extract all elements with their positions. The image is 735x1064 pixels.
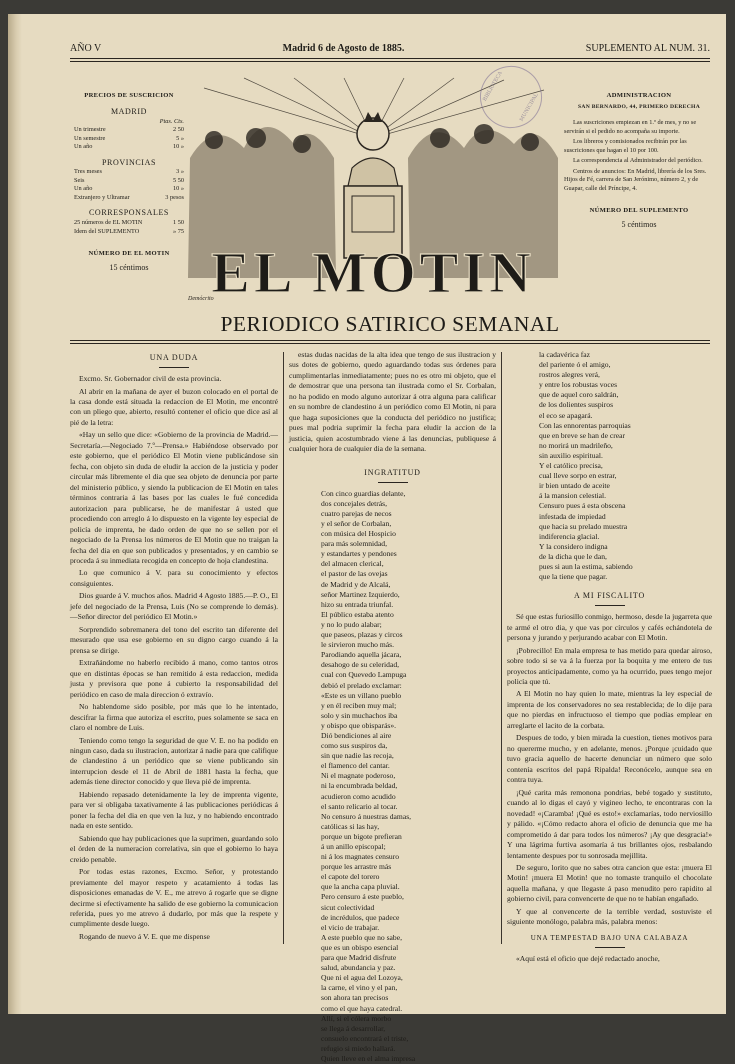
article-title-fiscalito: A MI FISCALITO (507, 590, 712, 606)
price-row (74, 143, 184, 152)
poem-line: ir bien untado de aceite (539, 481, 610, 491)
poem-line: á la mansion celestial. (539, 491, 607, 501)
poem-body-continued (507, 350, 712, 582)
paragraph: estas dudas nacidas de la alta idea que tengo de sus ilustracion y sus dotes de gobierno, quedo aguardando todas sus órdenes para cumplimentarlas inmediatamente; pues no es otro mi objeto, que el de demostrar que una persona tan ilustrada como el Sr. Corbalan, no ha podido en modo alguno autorizar á otra alguna para calificar en su nombre de clandestino á un periódico como El Motin, ni para que haga suposiciones que la conducta del periódico no justifica; pues mal podria suprimir la fecha para eludir la accion de la justicia, quien acostumbrado viene á las denuncias, publiquese á cualquier hora de cualquier dia de la semana. (289, 350, 496, 454)
paragraph: Sabiendo que hay publicaciones que la suprimen, guardando solo el órden de la numeracion correlativa, sin que el gobierno lo haya creido penable. (70, 833, 278, 864)
poem-body (289, 489, 496, 1064)
price-label: Seis (74, 176, 85, 184)
supplement-number-price: 5 céntimos (621, 220, 657, 230)
price-value: » 75 (172, 227, 184, 235)
column-separator-2 (501, 352, 502, 944)
poem-line: se llega á desarrollar, (321, 1023, 386, 1033)
corresponsales-heading: CORRESPONSALES (89, 208, 169, 218)
stamp-bottom-text: MUNICIPAL (518, 92, 540, 123)
poem-line: como sus suspiros da, (321, 741, 388, 751)
header-rule-bottom (70, 61, 710, 62)
paragraph: Y que al convencerte de la terrible verdad, sostuviste el siguiente monólogo, palabra más, palabra menos: (507, 906, 712, 927)
poem-line: ni á los magnates censuro (321, 852, 400, 862)
price-value: 3 » (176, 168, 184, 176)
poem-line: sin que nadie las recoja, (321, 751, 394, 761)
poem-line: son ahora tan precisos (321, 993, 389, 1003)
poem-line: el flamenco del cantar. (321, 761, 390, 771)
price-value: 3 pesos (165, 193, 184, 201)
poem-line: que en breve se han de crear (539, 430, 626, 440)
price-value: 2 50 (172, 126, 184, 134)
poem-line: que hacia su prelado muestra (539, 521, 628, 531)
column-2 (289, 350, 496, 1063)
poem-line: hizo su entrada triunfal. (321, 599, 394, 609)
poem-line: porque les arrastre más (321, 862, 392, 872)
poem-line: católicas si las hay, (321, 821, 380, 831)
poem-line: Allí, si el cólera morbo (321, 1013, 392, 1023)
madrid-heading: MADRID (110, 106, 148, 116)
poem-line: A este pueblo que no sabe, (321, 932, 402, 942)
supplement-number-label: NÚMERO DEL SUPLEMENTO (589, 207, 689, 215)
poem-line: cual con Quevedo Lampuga (321, 670, 407, 680)
paragraph: Al abrir en la mañana de ayer el buzon colocado en el portal de la casa donde está situada la redaccion de El Motin, me encontré con un pliego que, abierto, resultó contener el oficio que dice así al pié de la letra: (70, 386, 278, 427)
poem-line: acudieron como acudido (321, 791, 396, 801)
paragraph: Teniendo como tengo la seguridad de que V. E. no ha podido en ningun caso, dada su ilustracion, autorizar á nadie para que califique de clandestino á un periódico que se viene publicando sin interrupcion desde el 11 de Abril de 1881 hasta la fecha, que además tiene director conocido y que lleva pié de imprenta. (70, 735, 278, 787)
paragraph: Lo que comunico á V. para su conocimiento y efectos consiguientes. (70, 568, 278, 588)
poem-line: y no lo pudo alabar; (321, 619, 382, 629)
price-label: Un trimestre (74, 126, 106, 134)
article-title-una-duda: UNA DUDA (70, 352, 278, 368)
poem-line: rostros alegres verá, (539, 370, 600, 380)
price-label: Un año (74, 185, 93, 193)
column-3 (507, 350, 712, 964)
poem-line: «Este es un villano pueblo (321, 690, 402, 700)
poem-line: y en él reciben muy mal; (321, 700, 397, 710)
poem-line: cual lleve sorpo en estrar, (539, 471, 617, 481)
paragraph: No hablendome sido posible, por más que lo he intentado, descifrar la firma que autoriza el escrito, pues solamente se saca en claro el nombre de Luis. (70, 702, 278, 733)
paragraph: De seguro, lorito que no sabes otra cancion que esta: ¡muera El Motin! ¡muera El Motin! que no tomaste tranquilo el chocolate aquella mañana, y que llegaste á paso menudito pero rapidito al gobierno civil, para convencerte de que no te habían engañado. (507, 862, 712, 904)
header-rule-top (70, 58, 710, 59)
poem-line: el vicio de trabajar. (321, 922, 380, 932)
paragraph: A El Motin no hay quien lo mate, mientras la ley especial de imprenta de los conservadores no sea restablecida; de lo dije para que no pierdas en infructuoso el tiempo que podías emplear en arreglarte el lacito de la corbata. (507, 689, 712, 730)
poem-title: INGRATITUD (289, 467, 496, 483)
poem-line: y estandartes y pendones (321, 549, 397, 559)
poem-line: ni la encumbrada beldad, (321, 781, 398, 791)
poem-line: No censuro á nuestras damas, (321, 811, 412, 821)
price-value: 5 50 (172, 176, 184, 184)
paragraph: ¡Qué carita más remonona pondrias, bebé togado y sustituto, cuando al lo digas el cayó y vigineo lecho, te encontraras con la novedad! «¡Caramba! ¡Qué es esto!» exclamarías, todo nerviosillo y pálido. «¡Cómo redacto ahora el oficio de denuncia que me ha comprometido á dar para todos los números? ¡Ay que desgracia!» Y una lágrima furtiva asomaría á tus brillantes ojos, resbalando lentamente despues por tu sonrosada mejillita. (507, 787, 712, 860)
top-header (70, 43, 710, 54)
poem-line: infestada de impiedad (539, 511, 606, 521)
price-row (74, 177, 184, 186)
stamp-top-text: BIBLIOTECA (481, 70, 504, 103)
poem-line: dos concejales detrás, (321, 498, 387, 508)
price-value: 5 » (176, 134, 184, 142)
poem-line: pues si aun la estima, sabiendo (539, 561, 633, 571)
poem-line: para que Madrid disfrute (321, 953, 397, 963)
price-value: 1 50 (172, 219, 184, 227)
poem-line: le sirvieron mucho más. (321, 640, 394, 650)
poem-line: Con cinco guardias delante, (321, 488, 406, 498)
subheading-tempestad: UNA TEMPESTAD BAJO UNA CALABAZA (507, 934, 712, 949)
administration-address: SAN BERNARDO, 44, PRIMERO DERECHA (577, 103, 701, 110)
poem-line: Censuro pues á esta obscena (539, 501, 626, 511)
column-separator-1 (283, 352, 284, 944)
poem-line: Pero censuro á este pueblo, (321, 892, 404, 902)
poem-line: y entre los robustas voces (539, 380, 618, 390)
supplement-label: SUPLEMENTO AL NUM. 31. (585, 43, 710, 54)
poem-line: de incrédulos, que padece (321, 912, 400, 922)
administration-title: ADMINISTRACION (606, 92, 672, 99)
paragraph: Excmo. Sr. Gobernador civil de esta provincia. (79, 374, 222, 384)
poem-line: del almacen clerical, (321, 559, 384, 569)
price-row (74, 185, 184, 194)
administration-note: Las suscriciones empiezan en 1.º de mes, y no se servirán si el pedido no acompaña su importe. (564, 119, 697, 135)
paragraph: Habiendo repasado detenidamente la ley de imprenta vigente, para ver si obligaba taxativamente á las publicaciones periódicas á poner la fecha del dia en que ven la luz, y no habiendo encontrado nada en este sentido. (70, 789, 278, 831)
poem-line: porque un bigote prefieran (321, 831, 402, 841)
price-label: Idem del SUPLEMENTO (74, 227, 140, 235)
price-row (74, 135, 184, 144)
poem-line: Y el católico precisa, (539, 461, 603, 471)
subscription-box (74, 92, 184, 274)
bust-head (357, 118, 389, 150)
numero-price: 15 céntimos (109, 263, 149, 273)
poem-line: sin auxilio espiritual. (539, 450, 603, 460)
subscription-title: PRECIOS DE SUSCRICION (84, 92, 174, 99)
provincias-heading: PROVINCIAS (101, 157, 156, 167)
poem-line: Dió bendiciones al aire (321, 730, 392, 740)
artist-signature: Demócrito (188, 296, 214, 302)
paragraph: «Hay un sello que dice: «Gobierno de la provincia de Madrid.—Secretaría.—Negociado 7.º—Prensa.» Habiéndose observado por este gobierno, que el periódico El Motin viene publicándose sin fecha, con objeto sin duda de eludir la accion de la justicia y poder circular más libremente el dia que sea objeto de denuncia por parte del ministerio público, y siendo la publicacion de El Motin en tales términos contraria á las bases por las cuales le fué concedida autorizacion para publicarse, he de manifestar á usted que procediendo con arreglo á lo dispuesto en la vigente ley especial de policía de imprenta, he dado orden de que no se sellen por el negociado de la Prensa los números de El Motin que no traigan la fecha del dia en que son publicados y presentados, y en cambio se proceda á su inmediata recogida en concepto de hoja clandestina. (70, 430, 278, 565)
column-1 (70, 350, 278, 946)
poem-line: sicut colectividad (321, 902, 375, 912)
poem-line: como el que haya catedral. (321, 1003, 403, 1013)
poem-line: salud, abundancia y paz. (321, 963, 396, 973)
poem-line: á un anillo episcopal; (321, 842, 386, 851)
administration-note: Los libreros y comisionados recibirán por las suscriciones que hagan el 10 por 100. (564, 138, 687, 154)
date-label: Madrid 6 de Agosto de 1885. (282, 43, 405, 54)
poem-line: no morirá un madrileño, (539, 440, 613, 450)
article-una-duda-body (70, 374, 278, 942)
price-row (74, 194, 184, 203)
poem-line: y el señor de Corbalan, (321, 519, 392, 528)
administration-note: La correspondencia al Administrador del periódico. (573, 157, 703, 165)
poem-line: de la dicha que le dan, (539, 551, 607, 561)
newspaper-page (8, 14, 726, 1063)
provincias-price-list (74, 168, 184, 202)
subtitle-rule-bottom (70, 343, 710, 344)
paragraph: Despues de todo, y bien mirada la cuestion, tienes motivos para no quererme mucho, y en adelante, menos. ¡Porque ¡cuidado que tuvo gracia aquello de hacerte denunciar un número que solo contenía escritos del papá Ripalda! Reconócelo, aunque sea en contra tuya. (507, 733, 712, 785)
administration-notes (564, 119, 714, 193)
masthead-subtitle: PERIODICO SATIRICO SEMANAL (220, 312, 560, 336)
poem-line: que la ancha capa pluvial. (321, 882, 400, 892)
closing-line: «Aquí está el oficio que dejé redactado anoche, (516, 954, 660, 964)
price-value: 10 » (172, 143, 184, 151)
price-row (74, 168, 184, 177)
poem-line: que la tiene que pagar. (539, 572, 608, 582)
price-value: 10 » (172, 185, 184, 193)
poem-line: para más solemnidad, (321, 539, 388, 549)
poem-line: el eco se apagará. (539, 410, 593, 420)
poem-line: que es un obispo esencial (321, 942, 399, 952)
subtitle-rule-top (70, 340, 710, 341)
poem-line: que paseos, plazas y circos (321, 630, 403, 640)
poem-line: Parodiando aquella jácara, (321, 650, 402, 660)
year-label: AÑO V (70, 43, 102, 54)
poem-line: Quien lleve en el alma impresa (321, 1053, 416, 1063)
price-row (74, 219, 184, 228)
paragraph: ¡Pobrecillo! En mala empresa te has metido para quedar airoso, sobre todo si se va á la fuerza por la boquita y me entero de tus proyectos anticipadamente, como ya ha ocurrido, pues tengo mejor policía que tú. (507, 645, 712, 686)
poem-line: la carne, el vino y el pan, (321, 983, 398, 993)
poem-line: refugio si miedo hallará. (321, 1043, 396, 1053)
poem-line: señor Martinez Izquierdo, (321, 589, 400, 599)
poem-line: de los dolientes suspiros (539, 400, 614, 410)
page-spine (8, 14, 22, 1014)
poem-line: solo y sin muchachos iba (321, 710, 398, 720)
corresponsales-price-list (74, 219, 184, 236)
paragraph: Rogando de nuevo á V. E. que me dispense (79, 931, 210, 941)
column-label: Ptas. Cts. (159, 117, 184, 125)
paragraph: Sorprendido sobremanera del tono del escrito tan diferente del mesurado que usa ese gobierno en su digno cargo cuando á la prensa se dirige. (70, 624, 278, 655)
poem-line: el pastor de las ovejas (321, 569, 388, 579)
price-label: Un año (74, 143, 93, 151)
poem-line: el santo relicario al tocar. (321, 801, 398, 811)
paragraph: Sé que estas furiosillo conmigo, hermoso, desde la jugarreta que te armé el otro dia, y que vas por círculos y cafés echándotela de persona y jurando y perjurando acabar con El Motin. (507, 612, 712, 643)
price-label: Tres meses (74, 168, 102, 176)
price-row (74, 126, 184, 135)
paragraph: Extrañándome no haberlo recibido á mano, como tantos otros que en distintas épocas se han remitido á esta redaccion, medida justa y previsora que pone á cubierto la responsabilidad del periódico en caso de mala direccion ó extravío. (70, 658, 278, 699)
poem-line: de Madrid y de Alcalá, (321, 579, 391, 589)
poem-line: Con las ennorentas parroquias (539, 420, 631, 430)
poem-line: indiferencia glacial. (539, 531, 600, 541)
poem-line: desahogo de su celeridad, (321, 660, 400, 670)
poem-line: cuatro parejas de necos (321, 508, 392, 518)
price-row (74, 228, 184, 237)
poem-line: Que ni el agua del Lozoya, (321, 973, 403, 983)
poem-line: Y la considero indigna (539, 541, 608, 551)
administration-box (564, 92, 714, 231)
article-una-duda-continued (289, 350, 496, 455)
poem-line: la cadavérica faz (539, 350, 591, 359)
poem-line: del pariente ó el amigo, (539, 360, 611, 370)
poem-line: El público estaba atento (321, 609, 394, 619)
poem-line: debió el prelado exclamar: (321, 680, 402, 690)
poem-line: y obispo que obisparás». (321, 720, 397, 730)
price-label: 25 números de EL MOTIN (74, 219, 143, 227)
numero-label: NÚMERO DE EL MOTIN (88, 250, 170, 258)
masthead-title: EL MOTIN (211, 240, 535, 305)
administration-note: Centros de anuncios: En Madrid, librería de los Sres. Hijos de Fé, carrera de San Jerónimo, número 2, y de Guapar, calle del Príncipe, 4. (564, 167, 707, 192)
poem-line: consuelo encontrará el triste, (321, 1033, 409, 1043)
crown-icon (364, 112, 382, 122)
paragraph: Dios guarde á V. muchos años. Madrid 4 Agosto 1885.—P. O., El jefe del negociado de la Prensa, Luis (No se comprende lo demás).—Señor director del periódico El Motin.» (70, 591, 278, 622)
paragraph: Por todas estas razones, Excmo. Señor, y protestando previamente del mayor respeto y acatamiento á todas las disposiciones emanadas de V. E., me atrevo á rogarle que se digne decirme si efectivamente ha salido de ese gobierno la comunicacion referida, pues yo me atrevo á dudarlo, por más que la respete y cumplimente desde luego. (70, 867, 278, 929)
poem-line: que de aquel coro saldrán, (539, 390, 619, 400)
price-label: Un semestre (74, 134, 106, 142)
poem-line: Ni el magnate poderoso, (321, 771, 396, 781)
poem-line: el capote del torero (321, 872, 380, 882)
price-label: Extranjero y Ultramar (74, 193, 130, 201)
madrid-price-list (74, 126, 184, 152)
article-fiscalito-body (507, 612, 712, 928)
poem-line: con música del Hospicio (321, 529, 396, 539)
